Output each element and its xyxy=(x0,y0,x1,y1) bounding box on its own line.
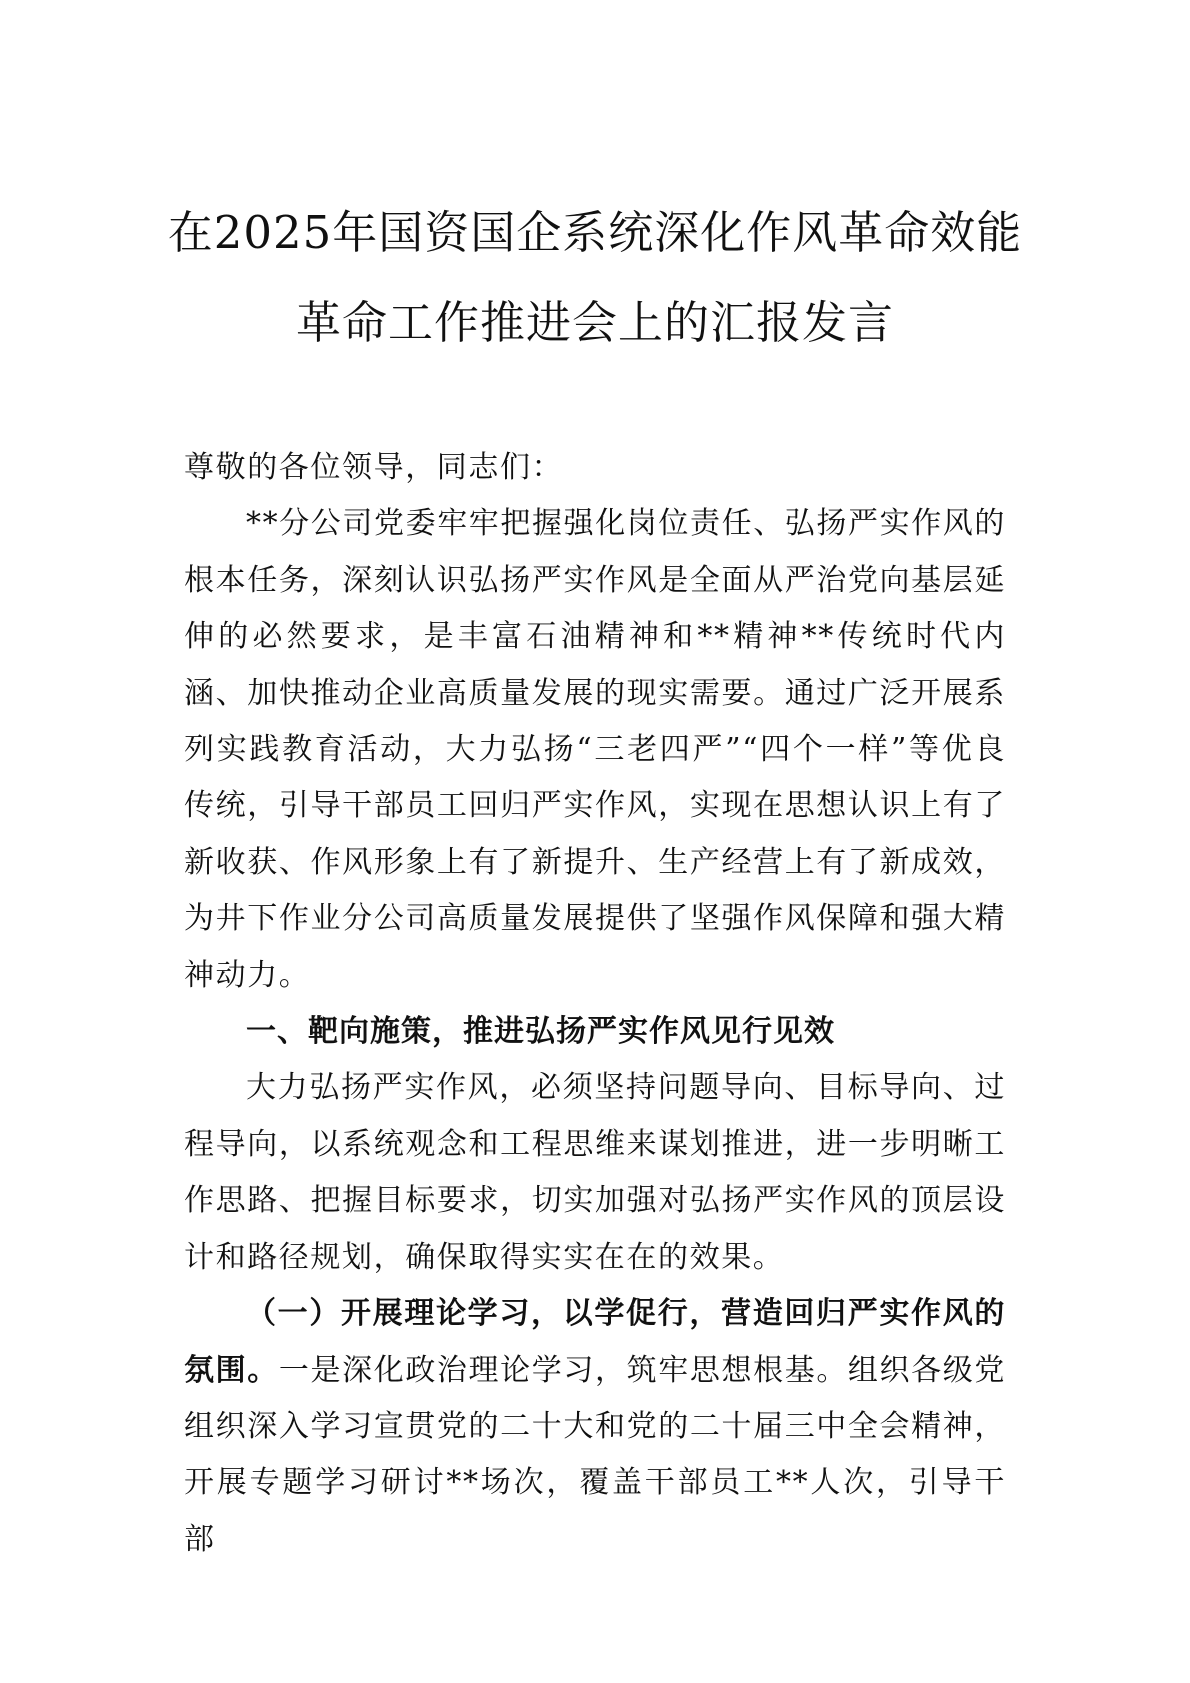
subsection-1-heading: （一）开展理论学习，以学促行，营造回归严实作风的氛围。 xyxy=(184,1296,1006,1388)
salutation: 尊敬的各位领导，同志们： xyxy=(184,450,564,485)
subsection-1-text: 一是深化政治理论学习，筑牢思想根基。组织各级党组织深入学习宣贯党的二十大和党的二十届三中全会精神，开展专题学习研讨**场次，覆盖干部员工**人次，引导干部 xyxy=(184,1352,1006,1557)
intro-paragraph: **分公司党委牢牢把握强化岗位责任、弘扬严实作风的根本任务，深刻认识弘扬严实作风是全面从严治党向基层延伸的必然要求，是丰富石油精神和**精神**传统时代内涵、加快推动企业高质量发展的现实需要。通过广泛开展系列实践教育活动，大力弘扬“三老四严”“四个一样”等优良传统，引导干部员工回归严实作风，实现在思想认识上有了新收获、作风形象上有了新提升、生产经营上有了新成效，为井下作业分公司高质量发展提供了坚强作风保障和强大精神动力。 xyxy=(184,506,1006,993)
section-1-heading: 一、靶向施策，推进弘扬严实作风见行见效 xyxy=(246,1014,835,1050)
section-1-paragraph: 大力弘扬严实作风，必须坚持问题导向、目标导向、过程导向，以系统观念和工程思维来谋划推进，进一步明晰工作思路、把握目标要求，切实加强对弘扬严实作风的顶层设计和路径规划，确保取得实实在在的效果。 xyxy=(184,1070,1006,1275)
document-title xyxy=(150,188,1040,368)
title-line-2: 革命工作推进会上的汇报发言 xyxy=(295,296,894,349)
title-line-1: 在2025年国资国企系统深化作风革命效能 xyxy=(167,206,1023,259)
document-body xyxy=(184,440,1006,1568)
subsection-1-paragraph xyxy=(184,1286,1006,1568)
